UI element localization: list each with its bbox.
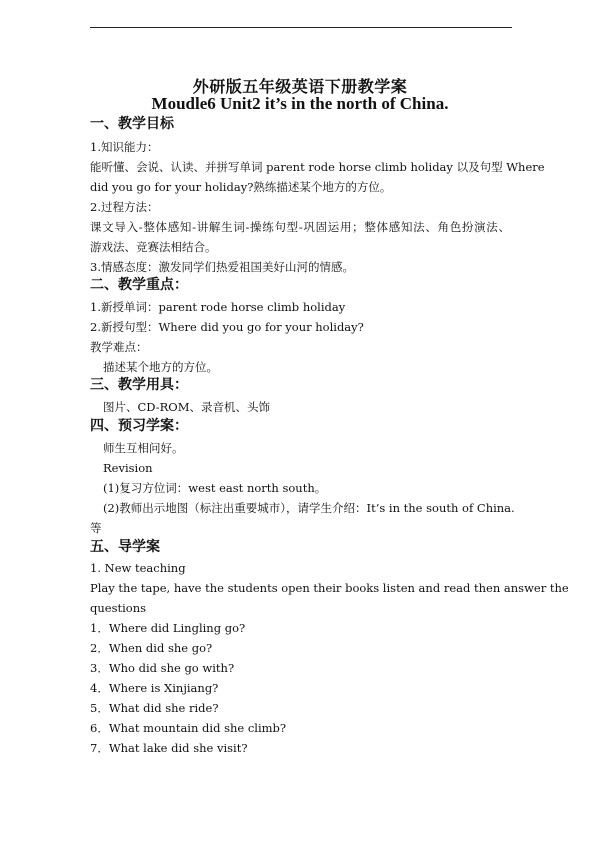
map-text-line2: 等	[90, 521, 102, 535]
instruction-line1: Play the tape, have the students open their books listen and read then answer the	[90, 581, 569, 595]
process-label: 2.过程方法：	[90, 200, 159, 214]
question-item: 1．Where did Lingling go?	[90, 621, 246, 635]
question-item: 6．What mountain did she climb?	[90, 721, 287, 735]
process-text-line1: 课文导入-整体感知-讲解生词-操练句型-巩固运用；整体感知法、角色扮演法、	[90, 220, 510, 234]
question-item: 3．Who did she go with?	[90, 661, 235, 675]
section-heading-guide: 五、导学案	[90, 539, 160, 555]
new-words: 1.新授单词：parent rode horse climb holiday	[90, 300, 346, 314]
new-teaching-label: 1. New teaching	[90, 561, 186, 575]
emotion-text: 3.情感态度：激发同学们热爱祖国美好山河的情感。	[90, 260, 354, 274]
greeting-text: 师生互相问好。	[103, 441, 184, 455]
difficulty-label: 教学难点：	[90, 340, 148, 354]
document-title: 外研版五年级英语下册教学案	[192, 77, 408, 96]
revision-label: Revision	[103, 461, 153, 475]
section-heading-materials: 三、教学用具：	[90, 377, 188, 393]
process-text-line2: 游戏法、竞赛法相结合。	[90, 240, 217, 254]
header-rule	[90, 27, 512, 28]
section-heading-preview: 四、预习学案：	[90, 418, 188, 434]
new-sentence: 2.新授句型：Where did you go for your holiday?	[90, 320, 364, 334]
section-heading-key-points: 二、教学重点：	[90, 277, 188, 293]
knowledge-label: 1.知识能力：	[90, 140, 159, 154]
difficulty-text: 描述某个地方的方位。	[103, 360, 218, 374]
knowledge-text-line2: did you go for your holiday?熟练描述某个地方的方位。	[90, 180, 392, 194]
question-item: 4．Where is Xinjiang?	[90, 681, 219, 695]
section-heading-objectives: 一、教学目标	[90, 116, 174, 132]
knowledge-text-line1: 能听懂、会说、认读、并拼写单词 parent rode horse climb holiday 以及句型 Where	[90, 160, 545, 174]
review-text: (1)复习方位词：west east north south。	[103, 481, 327, 495]
map-text-line1: (2)教师出示地图（标注出重要城市），请学生介绍：It’s in the south of China.	[103, 501, 515, 515]
instruction-line2: questions	[90, 601, 147, 615]
question-item: 7．What lake did she visit?	[90, 741, 248, 755]
lesson-title: Moudle6 Unit2 it’s in the north of China.	[151, 94, 449, 113]
question-item: 2．When did she go?	[90, 641, 213, 655]
question-item: 5．What did she ride?	[90, 701, 219, 715]
materials-list: 图片、CD-ROM、录音机、头饰	[103, 400, 270, 414]
